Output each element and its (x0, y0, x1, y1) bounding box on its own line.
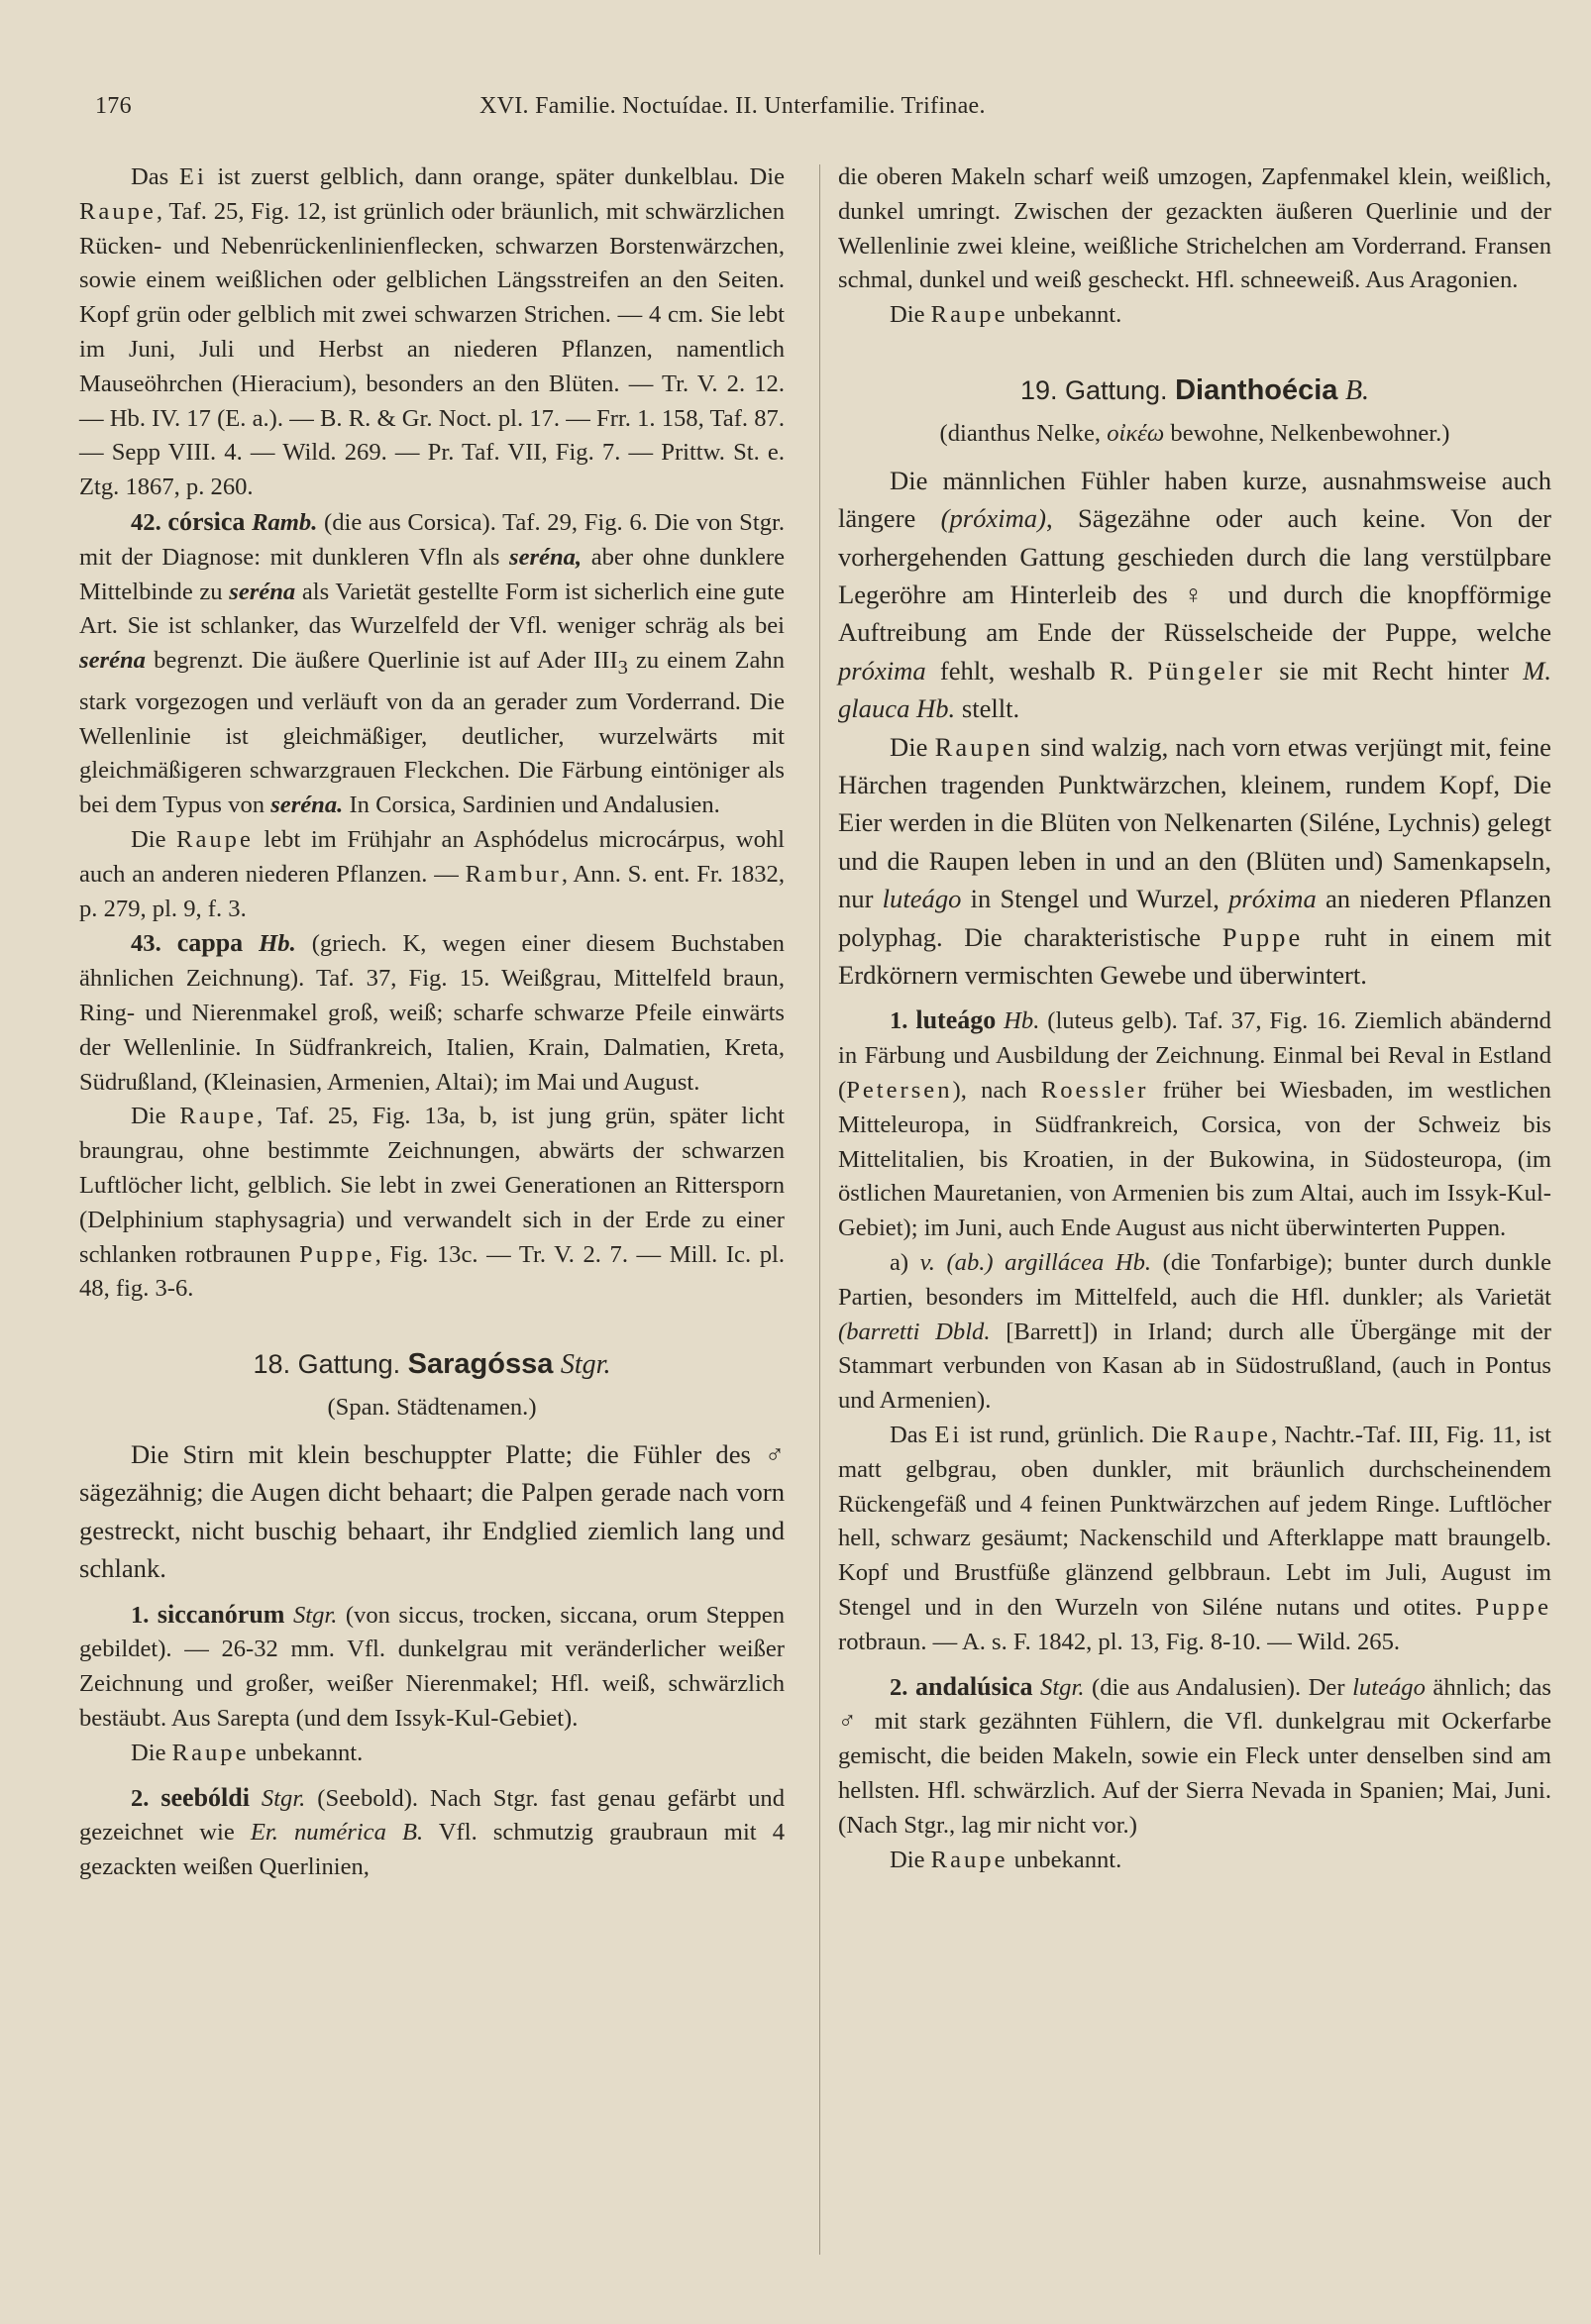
genus-description: Die Stirn mit klein beschuppter Platte; die Fühler des ♂ sägezähnig; die Augen dicht behaart; die Palpen gerade nach vorn gestreckt, nicht buschig behaart, ihr Endglied ziemlich lang und schlank. (79, 1439, 785, 1584)
entry-1a-argillacea (838, 1246, 1551, 1419)
italic-term: M. glauca Hb. (838, 655, 1552, 724)
text: stellt. (961, 693, 1020, 724)
text: (die Tonfarbige); bunter durch dunkle Partien, besonders im Mittelfeld, auch die Hfl. dunkler; als Varietät (838, 1249, 1551, 1311)
species-author: Hb. (1004, 1007, 1040, 1035)
text: , Fig. 13c. — Tr. V. 2. 7. — Mill. Ic. pl. 48, fig. 3-6. (79, 1240, 785, 1303)
italic-term: próxima (838, 655, 926, 686)
right-column (838, 160, 1551, 1877)
genus-description (838, 462, 1551, 728)
spaced-term: Raupe (171, 1739, 250, 1766)
text: fehlt, weshalb R. (939, 655, 1134, 686)
spaced-term: Raupen (934, 731, 1033, 762)
italic-term: v. (ab.) argillácea Hb. (919, 1249, 1152, 1277)
genus-label: 19. Gattung. (1019, 374, 1168, 405)
species-author: Stgr. (292, 1601, 338, 1629)
italic-term: próxima (1228, 884, 1317, 914)
entry-43-cappa (79, 926, 785, 1100)
entry-number: 1. (890, 1007, 908, 1035)
text: Vfl. schmutzig graubraun mit 4 gezackten weißen Querlinien, (79, 1819, 785, 1881)
spaced-term: Petersen (846, 1077, 953, 1105)
text: ist zuerst gelblich, dann orange, später dunkelblau. Die (217, 163, 785, 190)
italic-term: Er. numérica B. (250, 1819, 424, 1847)
text: zu einem Zahn stark vorgezogen und verläuft von da an gerader zum Vorderrand. Die Wellenlinie ist gleichmäßiger, deutlicher, wurzelwärts mit gleichmäßigeren schwarzgrauen Fleckchen. Die Färbung eintöniger als bei dem Typus von (79, 647, 785, 819)
italic-term: seréna, (509, 543, 583, 571)
page-number: 176 (95, 93, 132, 119)
text: Die (131, 1103, 166, 1130)
text: Die männlichen Fühler haben kurze, ausnahmsweise auch längere (838, 465, 1551, 534)
species-author: Hb. (259, 930, 296, 958)
species-name: cappa (176, 928, 244, 958)
text: begrenzt. Die äußere Querlinie ist auf Ader III (154, 647, 618, 675)
text: ruht in einem mit Erdkörnern vermischten Gewebe und überwintert. (838, 921, 1551, 991)
text: (griech. K, wegen einer diesem Buchstaben ähnlichen Zeichnung). Taf. 37, Fig. 15. Weißgrau, Mittelfeld braun, Ring- und Nierenmakel groß, weiß; scharfe schwarze Pfeile einwärts der Wellenlinie. In Südfrankreich, Italien, Krain, Dalmatien, Kreta, Südrußland, (Kleinasien, Armenien, Altai); im Mai und August. (79, 930, 785, 1096)
species-author: Stgr. (261, 1784, 306, 1812)
text: an niederen Pflanzen polyphag. Die charakteristische (838, 884, 1552, 952)
text: a) (890, 1249, 909, 1277)
entry-2-seeboldi (79, 1781, 785, 1885)
entry-number: 2. (890, 1673, 908, 1701)
genus-label: 18. Gattung. (253, 1349, 401, 1380)
entry-42-larva (79, 823, 785, 926)
species-name: luteágo (915, 1005, 997, 1035)
text: ), nach (952, 1077, 1027, 1105)
spaced-term: Raupe (1194, 1422, 1271, 1449)
entry-number: 1. (131, 1601, 150, 1629)
text: , Nachtr.-Taf. III, Fig. 11, ist matt gelbgrau, oben dunkler, mit bräunlich durchscheinendem Rückengefäß und 4 feinen Punktwärzchen auf jedem Ringe. Luftlöcher hell, schwarz gesäumt; Nackenschild und Afterklappe matt braungelb. Kopf und Brustfüße glänzend gelbbraun. Lebt im Juli, August im Stengel und in den Wurzeln von Siléne nutans und otites. (838, 1422, 1551, 1622)
left-column (79, 160, 785, 1885)
text: Die (890, 1846, 925, 1873)
genus-heading-18 (79, 1346, 785, 1383)
italic-term: seréna (79, 647, 146, 675)
entry-number: 2. (131, 1784, 150, 1812)
text: ist rund, grünlich. Die (969, 1422, 1187, 1449)
text: (von siccus, trocken, siccana, orum Steppen gebildet). — 26-32 mm. Vfl. dunkelgrau mit veränderlicher weißer Zeichnung und großer, weißer Nierenmakel; Hfl. weiß, schwärzlich bestäubt. Aus Sarepta (und dem Issyk-Kul-Gebiet). (79, 1601, 785, 1733)
page-header (95, 93, 1496, 127)
genus-etymology (838, 417, 1551, 452)
text: bewohne, Nelkenbewohner.) (1170, 419, 1450, 447)
text: , Taf. 25, Fig. 13a, b, ist jung grün, später licht braungrau, ohne bestimmte Zeichnungen, abwärts der schwarzen Luftlöcher licht, gelblich. Sie lebt in zwei Generationen an Rittersporn (Delphinium staphysagria) und verwandelt sich in der Erde zu einer schlanken rotbraunen (79, 1103, 785, 1268)
text: (dianthus Nelke, (939, 419, 1102, 447)
text: ähnlich; das ♂ mit stark gezähnten Fühlern, die Vfl. dunkelgrau mit Ockerfarbe gemischt, die beiden Makeln, sowie ein Fleck unter denselben sind am hellsten. Hfl. schwärzlich. Auf der Sierra Nevada in Spanien; Mai, Juni. (Nach Stgr., lag mir nicht vor.) (838, 1673, 1551, 1839)
text: , Ann. S. ent. Fr. 1832, p. 279, pl. 9, f. 3. (79, 860, 785, 922)
species-name: siccanórum (157, 1599, 285, 1629)
column-divider (819, 164, 820, 2255)
spaced-term: Raupe (179, 1103, 258, 1130)
spaced-term: Ei (934, 1422, 963, 1449)
genus-larva-description (838, 728, 1551, 995)
subscript: 3 (617, 657, 628, 680)
entry-2-larva (838, 298, 1551, 333)
text: unbekannt. (1013, 301, 1122, 329)
entry-43-larva (79, 1100, 785, 1307)
italic-term: luteágo (1352, 1673, 1426, 1701)
text: unbekannt. (255, 1739, 364, 1766)
entry-number: 43. (131, 930, 161, 958)
text: Das (890, 1422, 928, 1449)
entry-1-luteago (838, 1004, 1551, 1246)
text: als Varietät gestellte Form ist sicherlich eine gute Art. Sie ist schlanker, das Wurzelfeld der Vfl. weniger schräg als bei (79, 578, 785, 640)
species-name: seebóldi (160, 1782, 250, 1812)
spaced-term: Puppe (1475, 1594, 1551, 1622)
text: In Corsica, Sardinien und Andalusien. (349, 792, 720, 819)
species-name: andalúsica (915, 1671, 1033, 1701)
species-name: córsica (167, 506, 246, 536)
entry-2-continued: die oberen Makeln scharf weiß umzogen, Zapfenmakel klein, weißlich, dunkel umringt. Zwischen der gezackten äußeren Querlinie und der Wellenlinie zwei kleine, weißliche Strichelchen am Vorderrand. Fransen schmal, dunkel und weiß gescheckt. Hfl. schneeweiß. Aus Aragonien. (838, 163, 1551, 294)
text: rotbraun. — A. s. F. 1842, pl. 13, Fig. 8-10. — Wild. 265. (838, 1628, 1401, 1655)
text: Die (131, 1739, 166, 1766)
text: Die (890, 301, 925, 329)
text: , Sägezähne oder auch keine. Von der vorhergehenden Gattung geschieden durch die lang verstülpbare Legeröhre am Hinterleib des ♀ und durch die knopfförmige Auftreibung am Ende der Rüsselscheide der Puppe, welche (838, 503, 1551, 648)
text: sie mit Recht hinter (1279, 655, 1509, 686)
genus-author: B. (1344, 374, 1370, 406)
genus-name: Dianthoécia (1175, 373, 1338, 406)
text: Das (131, 163, 169, 190)
paragraph-egg-larva (79, 160, 785, 505)
spaced-term: Puppe (1221, 921, 1304, 952)
italic-term: (próxima) (940, 503, 1046, 534)
spaced-term: Raupe (79, 197, 157, 225)
italic-term: seréna (229, 578, 296, 605)
text: lebt im Frühjahr an Asphódelus microcárpus, wohl auch an anderen niederen Pflanzen. — (79, 826, 785, 888)
spaced-term: Raupe (930, 1846, 1008, 1873)
genus-author: Stgr. (560, 1349, 611, 1381)
species-author: Stgr. (1040, 1673, 1085, 1701)
running-head: XVI. Familie. Noctuídae. II. Unterfamilie. Trifinae. (479, 93, 986, 119)
spaced-term: Rambur (465, 860, 562, 888)
entry-42-corsica (79, 505, 785, 823)
text: früher bei Wiesbaden, im westlichen Mitteleuropa, in Südfrankreich, Corsica, von der Schweiz bis Mittelitalien, bis Kroatien, in der Bukowina, in Südosteuropa, (im östlichen Mauretanien, von Armenien bis zum Altai, auch im Issyk-Kul-Gebiet); im Juni, auch Ende August aus nicht überwinterten Puppen. (838, 1077, 1551, 1242)
spaced-term: Püngeler (1147, 655, 1266, 686)
spaced-term: Raupe (176, 826, 254, 854)
entry-1-egg-larva (838, 1419, 1551, 1660)
italic-term: luteágo (882, 884, 962, 914)
text: in Stengel und Wurzel, (970, 884, 1220, 914)
text: [Barrett]) in Irland; durch alle Übergänge mit der Stammart verbunden von Kasan ab in Südostrußland, (auch in Pontus und Armenien). (838, 1318, 1551, 1415)
text: unbekannt. (1013, 1846, 1122, 1873)
entry-1-larva (79, 1737, 785, 1771)
italic-term: (barretti Dbld. (838, 1318, 991, 1345)
spaced-term: Roessler (1040, 1077, 1149, 1105)
text: (luteus gelb). Taf. 37, Fig. 16. Ziemlich abändernd in Färbung und Ausbildung der Zeichnung. Einmal bei Reval in Estland ( (838, 1007, 1551, 1105)
text: (die aus Andalusien). Der (1092, 1673, 1345, 1701)
species-author: Ramb. (252, 508, 318, 536)
genus-name: Saragóssa (407, 1348, 554, 1381)
text: Die (131, 826, 166, 854)
spaced-term: Puppe (299, 1240, 375, 1268)
text: Die (890, 731, 928, 762)
text: (die aus Corsica). Taf. 29, Fig. 6. Die von Stgr. mit der Diagnose: mit dunkleren Vfln als (79, 508, 785, 571)
text: aber ohne dunklere Mittelbinde zu (79, 543, 785, 605)
spaced-term: Ei (178, 163, 207, 190)
spaced-term: Raupe (930, 301, 1008, 329)
entry-1-siccanorum (79, 1598, 785, 1737)
genus-etymology: (Span. Städtenamen.) (327, 1394, 537, 1422)
entry-2-andalusica (838, 1670, 1551, 1844)
text: , Taf. 25, Fig. 12, ist grünlich oder bräunlich, mit schwärzlichen Rücken- und Nebenrückenlinienflecken, schwarzen Borstenwärzchen, sowie einem weißlichen oder gelblichen Längsstreifen an den Seiten. Kopf grün oder gelblich mit zwei schwarzen Strichen. — 4 cm. Sie lebt im Juni, Juli und Herbst an niederen Pflanzen, namentlich Mauseöhrchen (Hieracium), besonders an den Blüten. — Tr. V. 2. 12. — Hb. IV. 17 (E. a.). — B. R. & Gr. Noct. pl. 17. — Frr. 1. 158, Taf. 87. — Sepp VIII. 4. — Wild. 269. — Pr. Taf. VII, Fig. 7. — Prittw. St. e. Ztg. 1867, p. 260. (79, 197, 785, 501)
text: sind walzig, nach vorn etwas verjüngt mit, feine Härchen tragenden Punktwärzchen, kleinem, rundem Kopf, Die Eier werden in die Blüten von Nelkenarten (Siléne, Lychnis) gelegt und die Raupen leben in und an den (Blüten und) Samenkapseln, nur (838, 731, 1551, 914)
italic-term: seréna. (270, 792, 344, 819)
text: (Seebold). Nach Stgr. fast genau gefärbt und gezeichnet wie (79, 1784, 786, 1847)
entry-2-larva (838, 1844, 1551, 1878)
greek-term: οἰκέω (1107, 419, 1165, 447)
genus-heading-19 (838, 372, 1551, 409)
entry-number: 42. (131, 508, 161, 536)
